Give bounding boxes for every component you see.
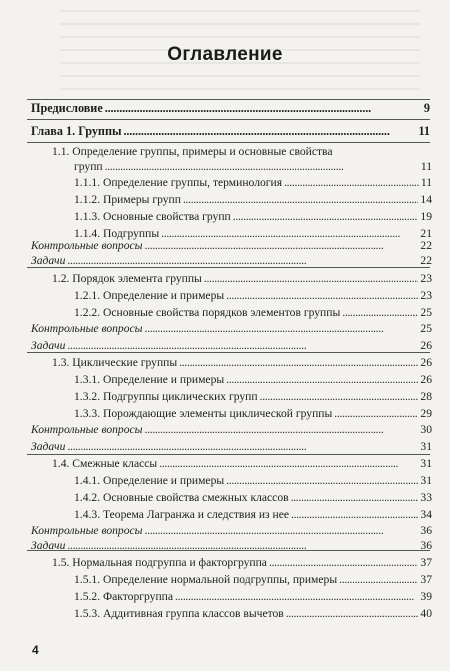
divider (27, 454, 430, 455)
toc-entry-subsection: 1.1.2. Примеры групп . . . 14 (74, 193, 432, 207)
page-title: Оглавление (167, 44, 283, 65)
toc-entry-chapter: Глава 1. Группы . . . 11 (31, 124, 430, 138)
toc-entry-section: 1.3. Циклические группы . . . 26 (52, 356, 432, 370)
divider (27, 99, 430, 100)
toc-entry-questions: Контрольные вопросы . . . 25 (31, 322, 432, 336)
toc-entry-subsection: 1.2.2. Основные свойства порядков элементов группы . . . 25 (74, 306, 432, 320)
toc-entry-subsection: 1.3.3. Порождающие элементы циклической группы . . . 29 (74, 407, 432, 421)
toc-entry-subsection: 1.3.2. Подгруппы циклических групп . . . 28 (74, 390, 432, 404)
toc-entry-subsection: 1.3.1. Определение и примеры . . . 26 (74, 373, 432, 387)
toc-entry-questions: Контрольные вопросы . . . 30 (31, 423, 432, 437)
toc-entry-problems: Задачи . . . 36 (31, 539, 432, 553)
toc-entry-section: 1.1. Определение группы, примеры и основные свойства (52, 145, 333, 158)
toc-entry-questions: Контрольные вопросы . . . 22 (31, 239, 432, 253)
page-number: 4 (32, 643, 39, 657)
toc-entry-subsection: 1.1.4. Подгруппы . . . 21 (74, 227, 432, 241)
toc-entry-subsection: 1.4.3. Теорема Лагранжа и следствия из нее . . . 34 (74, 508, 432, 522)
toc-entry-subsection: 1.5.1. Определение нормальной подгруппы, примеры . . . 37 (74, 573, 432, 587)
toc-entry-subsection: 1.2.1. Определение и примеры . . . 23 (74, 289, 432, 303)
divider (27, 142, 430, 143)
toc-entry-problems: Задачи . . . 31 (31, 440, 432, 454)
toc-entry-problems: Задачи . . . 22 (31, 254, 432, 268)
toc-entry-subsection: 1.1.3. Основные свойства групп . . . 19 (74, 210, 432, 224)
toc-entry-subsection: 1.5.2. Факторгруппа . . . 39 (74, 590, 432, 604)
toc-entry-subsection: 1.1.1. Определение группы, терминология . . . 11 (74, 176, 432, 190)
toc-entry-section: 1.2. Порядок элемента группы . . . 23 (52, 272, 432, 286)
divider (27, 119, 430, 120)
toc-entry-subsection: 1.4.1. Определение и примеры . . . 31 (74, 474, 432, 488)
toc-entry-questions: Контрольные вопросы . . . 36 (31, 524, 432, 538)
toc-entry-preface: Предисловие . . . 9 (31, 101, 430, 115)
toc-entry-subsection: 1.4.2. Основные свойства смежных классов . . . 33 (74, 491, 432, 505)
toc-entry-section: 1.4. Смежные классы . . . 31 (52, 457, 432, 471)
toc-entry-section: 1.5. Нормальная подгруппа и факторгруппа . . . 37 (52, 556, 432, 570)
toc-entry-subsection: 1.5.3. Аддитивная группа классов вычетов . . . 40 (74, 607, 432, 621)
toc-entry-section-cont: групп . . . 11 (74, 160, 432, 174)
toc-entry-problems: Задачи . . . 26 (31, 339, 432, 353)
